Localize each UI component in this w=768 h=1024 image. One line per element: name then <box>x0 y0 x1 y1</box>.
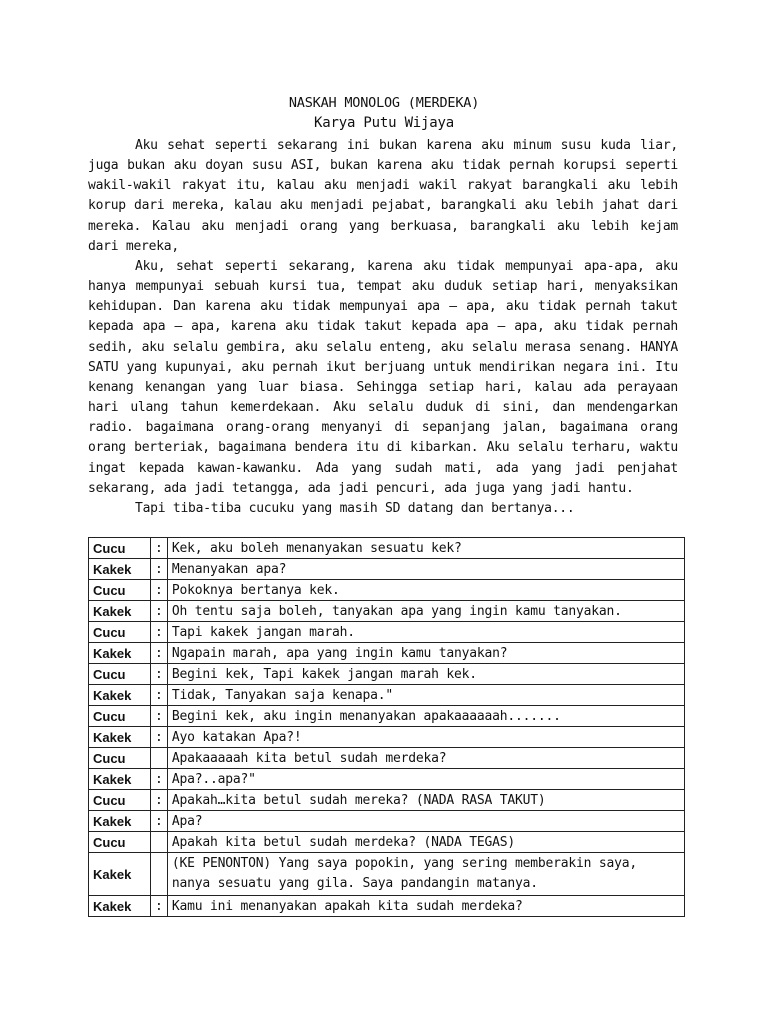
speaker-cell: Kakek <box>89 601 151 622</box>
speaker-cell: Kakek <box>89 559 151 580</box>
author-line: Karya Putu Wijaya <box>314 115 454 131</box>
speaker-cell: Cucu <box>89 538 151 559</box>
speaker-cell: Kakek <box>89 896 151 917</box>
separator-cell: : <box>151 727 168 748</box>
dialog-line-cell: Apakah kita betul sudah merdeka? (NADA TEGAS) <box>167 832 684 853</box>
dialog-line-cell: Tidak, Tanyakan saja kenapa." <box>167 685 684 706</box>
separator-cell: : <box>151 769 168 790</box>
speaker-cell: Kakek <box>89 685 151 706</box>
dialog-line-cell: Begini kek, aku ingin menanyakan apakaaaaaah....... <box>167 706 684 727</box>
dialog-line-cell: Apa? <box>167 811 684 832</box>
dialog-line-cell: Kamu ini menanyakan apakah kita sudah merdeka? <box>167 896 684 917</box>
dialog-line-cell: Ayo katakan Apa?! <box>167 727 684 748</box>
dialog-line-cell: Kek, aku boleh menanyakan sesuatu kek? <box>167 538 684 559</box>
dialog-row <box>89 748 685 769</box>
dialog-row <box>89 643 685 664</box>
separator-cell: : <box>151 601 168 622</box>
dialog-row <box>89 769 685 790</box>
separator-cell: : <box>151 790 168 811</box>
dialog-row <box>89 664 685 685</box>
dialog-line-cell: Ngapain marah, apa yang ingin kamu tanyakan? <box>167 643 684 664</box>
separator-cell: : <box>151 706 168 727</box>
speaker-cell: Kakek <box>89 727 151 748</box>
dialog-line-cell: Menanyakan apa? <box>167 559 684 580</box>
monolog-body <box>88 136 678 519</box>
separator-cell: : <box>151 685 168 706</box>
separator-cell: : <box>151 896 168 917</box>
dialog-row <box>89 811 685 832</box>
separator-cell: : <box>151 580 168 601</box>
dialog-row <box>89 559 685 580</box>
paragraph-1: Aku sehat seperti sekarang ini bukan karena aku minum susu kuda liar, juga bukan aku doyan susu ASI, bukan karena aku tidak pernah korupsi seperti wakil-wakil rakyat itu, kalau aku menjadi wakil rakyat barangkali aku lebih korup dari mereka, kalau aku menjadi pejabat, barangkali aku lebih jahat dari mereka. Kalau aku menjadi orang yang berkuasa, barangkali aku lebih kejam dari mereka, <box>88 138 678 254</box>
dialog-row <box>89 538 685 559</box>
dialog-line-cell: (KE PENONTON) Yang saya popokin, yang sering memberakin saya, nanya sesuatu yang gila. Saya pandangin matanya. <box>167 853 684 896</box>
dialog-line-cell: Apakaaaaah kita betul sudah merdeka? <box>167 748 684 769</box>
separator-cell: : <box>151 538 168 559</box>
speaker-cell: Cucu <box>89 748 151 769</box>
dialog-row <box>89 601 685 622</box>
paragraph-2: Aku, sehat seperti sekarang, karena aku tidak mempunyai apa-apa, aku hanya mempunyai sebuah kursi tua, tempat aku duduk setiap hari, menyaksikan kehidupan. Dan karena aku tidak mempunyai apa – apa, aku tidak pernah takut kepada apa – apa, karena aku tidak takut kepada apa – apa, aku tidak pernah sedih, aku selalu gembira, aku selalu enteng, aku selalu merasa senang. HANYA SATU yang kupunyai, aku pernah ikut berjuang untuk mendirikan negara ini. Itu kenang kenangan yang luar biasa. Sehingga setiap hari, kalau ada perayaan hari ulang tahun kemerdekaan. Aku selalu duduk di sini, dan mendengarkan radio. bagaimana orang-orang menyanyi di sepanjang jalan, bagaimana orang orang berteriak, bagaimana bendera itu di kibarkan. Aku selalu terharu, waktu ingat kepada kawan-kawanku. Ada yang sudah mati, ada yang jadi penjahat sekarang, ada jadi tetangga, ada jadi pencuri, ada juga yang jadi hantu. <box>88 258 678 496</box>
speaker-cell: Kakek <box>89 769 151 790</box>
speaker-cell: Kakek <box>89 853 151 896</box>
speaker-cell: Cucu <box>89 790 151 811</box>
dialog-row <box>89 727 685 748</box>
separator-cell: : <box>151 664 168 685</box>
separator-cell <box>151 748 168 769</box>
dialog-row <box>89 790 685 811</box>
paragraph-3: Tapi tiba-tiba cucuku yang masih SD datang dan bertanya... <box>135 500 575 516</box>
separator-cell: : <box>151 811 168 832</box>
dialog-line-cell: Tapi kakek jangan marah. <box>167 622 684 643</box>
separator-cell: : <box>151 559 168 580</box>
speaker-cell: Cucu <box>89 832 151 853</box>
dialog-table <box>88 537 685 917</box>
dialog-row <box>89 706 685 727</box>
dialog-line-cell: Apakah…kita betul sudah mereka? (NADA RASA TAKUT) <box>167 790 684 811</box>
document-title: NASKAH MONOLOG (MERDEKA) <box>288 95 480 111</box>
speaker-cell: Kakek <box>89 811 151 832</box>
dialog-row <box>89 853 685 896</box>
speaker-cell: Cucu <box>89 706 151 727</box>
dialog-row <box>89 685 685 706</box>
speaker-cell: Cucu <box>89 580 151 601</box>
speaker-cell: Cucu <box>89 622 151 643</box>
speaker-cell: Kakek <box>89 643 151 664</box>
separator-cell: : <box>151 622 168 643</box>
dialog-row <box>89 832 685 853</box>
dialog-line-cell: Apa?..apa?" <box>167 769 684 790</box>
dialog-line-cell: Pokoknya bertanya kek. <box>167 580 684 601</box>
separator-cell: : <box>151 643 168 664</box>
dialog-row <box>89 896 685 917</box>
dialog-row <box>89 622 685 643</box>
dialog-line-cell: Oh tentu saja boleh, tanyakan apa yang ingin kamu tanyakan. <box>167 601 684 622</box>
separator-cell <box>151 832 168 853</box>
speaker-cell: Cucu <box>89 664 151 685</box>
dialog-row <box>89 580 685 601</box>
dialog-line-cell: Begini kek, Tapi kakek jangan marah kek. <box>167 664 684 685</box>
separator-cell <box>151 853 168 896</box>
